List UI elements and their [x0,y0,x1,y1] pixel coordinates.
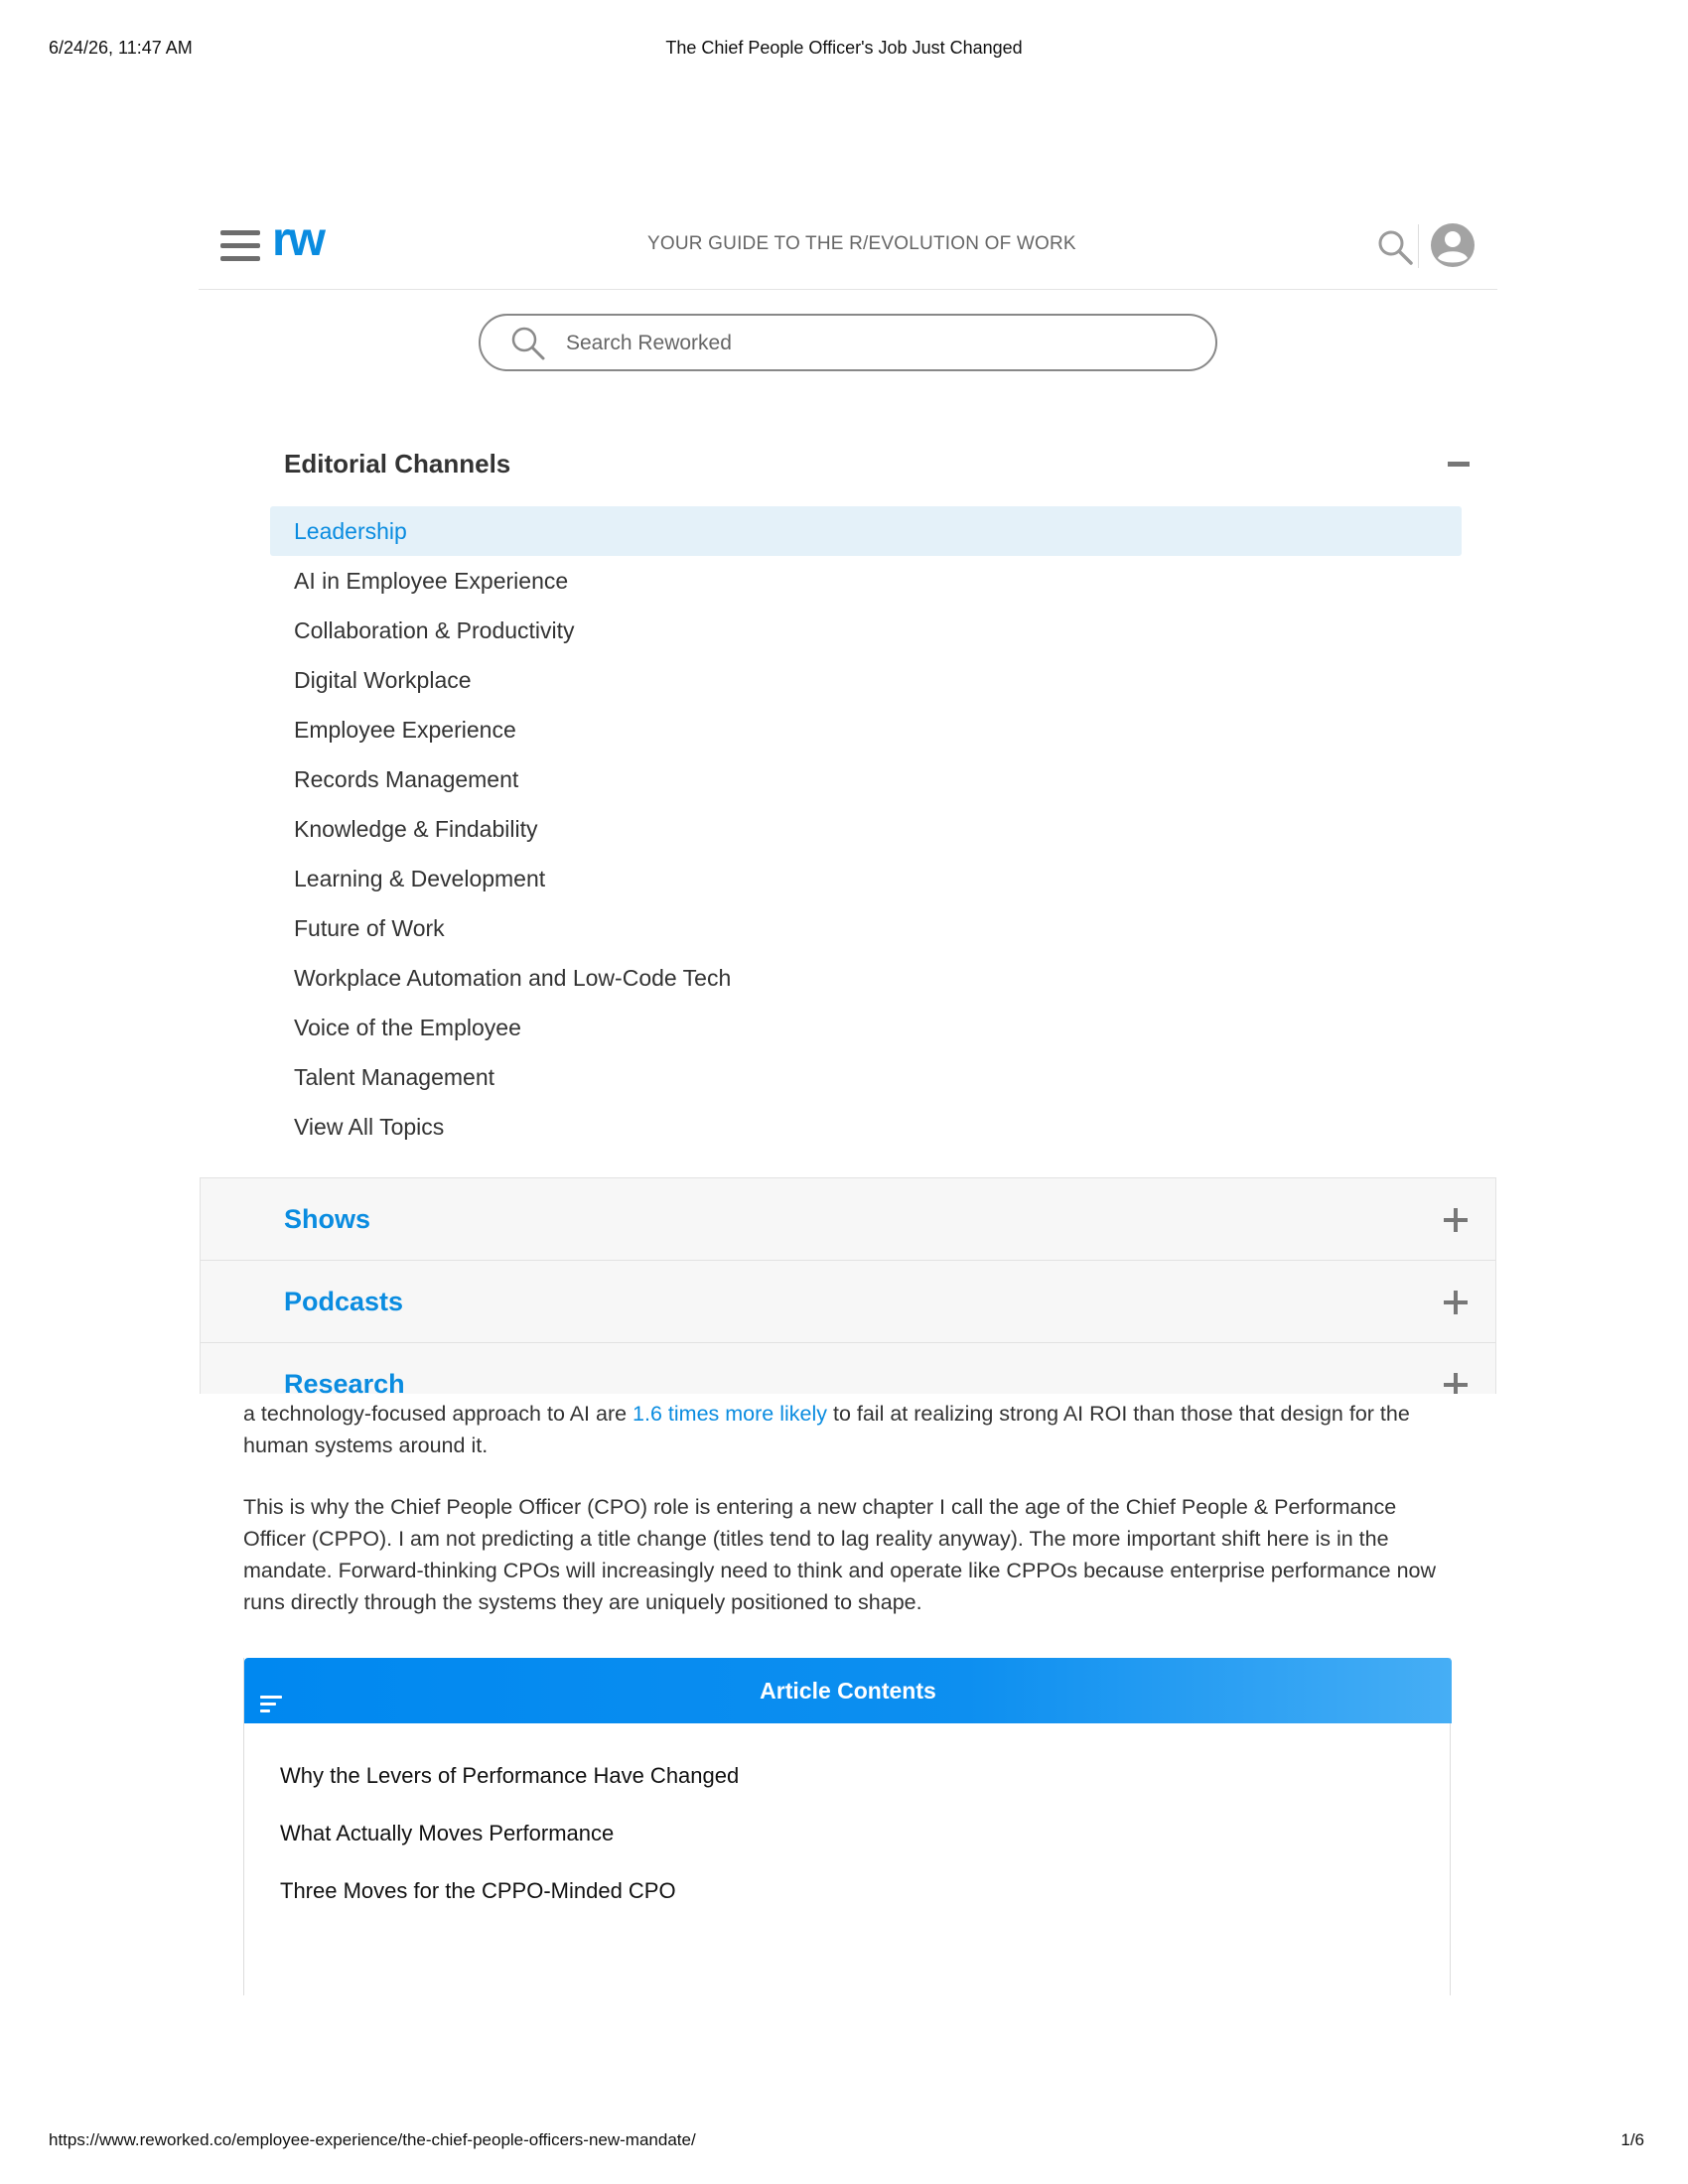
menu-accordion [200,1177,1496,1394]
channel-digital-workplace[interactable]: Digital Workplace [294,667,472,693]
collapse-minus-icon[interactable] [1448,462,1470,467]
editorial-channels-heading: Editorial Channels [284,449,511,478]
channel-employee-experience[interactable]: Employee Experience [294,717,516,743]
site-header [199,208,1497,290]
print-page-title: The Chief People Officer's Job Just Changed [665,38,1023,58]
paragraph-text: a technology-focused approach to AI are [243,1402,633,1426]
channel-voice-of-the-employee[interactable]: Voice of the Employee [294,1015,521,1040]
search-bar[interactable] [479,314,1217,371]
channel-ai-in-employee-experience[interactable]: AI in Employee Experience [294,568,569,594]
article-paragraph [243,1398,1455,1461]
article-contents-header[interactable] [244,1658,1452,1723]
site-tagline: YOUR GUIDE TO THE R/EVOLUTION OF WORK [647,233,1076,254]
user-account-icon[interactable] [1430,222,1476,268]
accordion-shows[interactable] [201,1178,1495,1261]
channel-knowledge-findability[interactable]: Knowledge & Findability [294,816,538,842]
accordion-research[interactable] [201,1343,1495,1394]
channel-talent-management[interactable]: Talent Management [294,1064,495,1090]
article-contents-title: Article Contents [760,1678,936,1704]
channel-workplace-automation[interactable]: Workplace Automation and Low-Code Tech [294,965,732,991]
inline-link[interactable]: 1.6 times more likely [633,1402,827,1426]
channel-collaboration-productivity[interactable]: Collaboration & Productivity [294,617,575,643]
accordion-podcasts[interactable] [201,1261,1495,1343]
toc-item[interactable]: Three Moves for the CPPO-Minded CPO [280,1878,676,1903]
search-icon[interactable] [1376,228,1414,266]
article-contents-list [280,1763,739,1936]
article-paragraph: This is why the Chief People Officer (CPO) role is entering a new chapter I call the age of the Chief People & Performance Officer (CPPO). I am not predicting a title change (titles tend to lag reality anyway). The more important shift here is in the mandate. Forward-thinking CPOs will increasingly need to think and operate like CPPOs because enterprise performance now runs directly through the systems they are uniquely positioned to shape. [243,1495,1437,1614]
search-icon [510,326,546,361]
article-contents [243,1658,1451,1995]
accordion-label: Research [284,1369,405,1394]
print-page-number: 1/6 [1620,2130,1644,2149]
channel-view-all-topics[interactable]: View All Topics [294,1114,445,1140]
accordion-label: Podcasts [284,1287,404,1316]
print-datetime: 6/24/26, 11:47 AM [49,38,193,58]
paragraph-text: to fail at realizing strong AI ROI than those that design for the human systems around it. [243,1402,1410,1457]
channel-records-management[interactable]: Records Management [294,766,519,792]
toc-item[interactable]: What Actually Moves Performance [280,1821,615,1845]
expand-plus-icon[interactable] [1444,1208,1468,1232]
toc-item[interactable]: Why the Levers of Performance Have Changed [280,1763,740,1788]
channel-learning-development[interactable]: Learning & Development [294,866,546,891]
accordion-label: Shows [284,1204,371,1234]
article-body [243,1398,1455,1618]
editorial-channel-list [270,506,1462,1152]
header-divider [1418,224,1419,268]
expand-plus-icon[interactable] [1444,1291,1468,1314]
channel-leadership[interactable]: Leadership [270,506,1462,556]
expand-plus-icon[interactable] [1444,1373,1468,1394]
site-logo[interactable]: rw [272,213,325,266]
channel-future-of-work[interactable]: Future of Work [294,915,445,941]
search-input[interactable] [566,328,1182,359]
print-url: https://www.reworked.co/employee-experience/the-chief-people-officers-new-mandate/ [49,2130,696,2149]
menu-icon[interactable] [220,228,260,262]
